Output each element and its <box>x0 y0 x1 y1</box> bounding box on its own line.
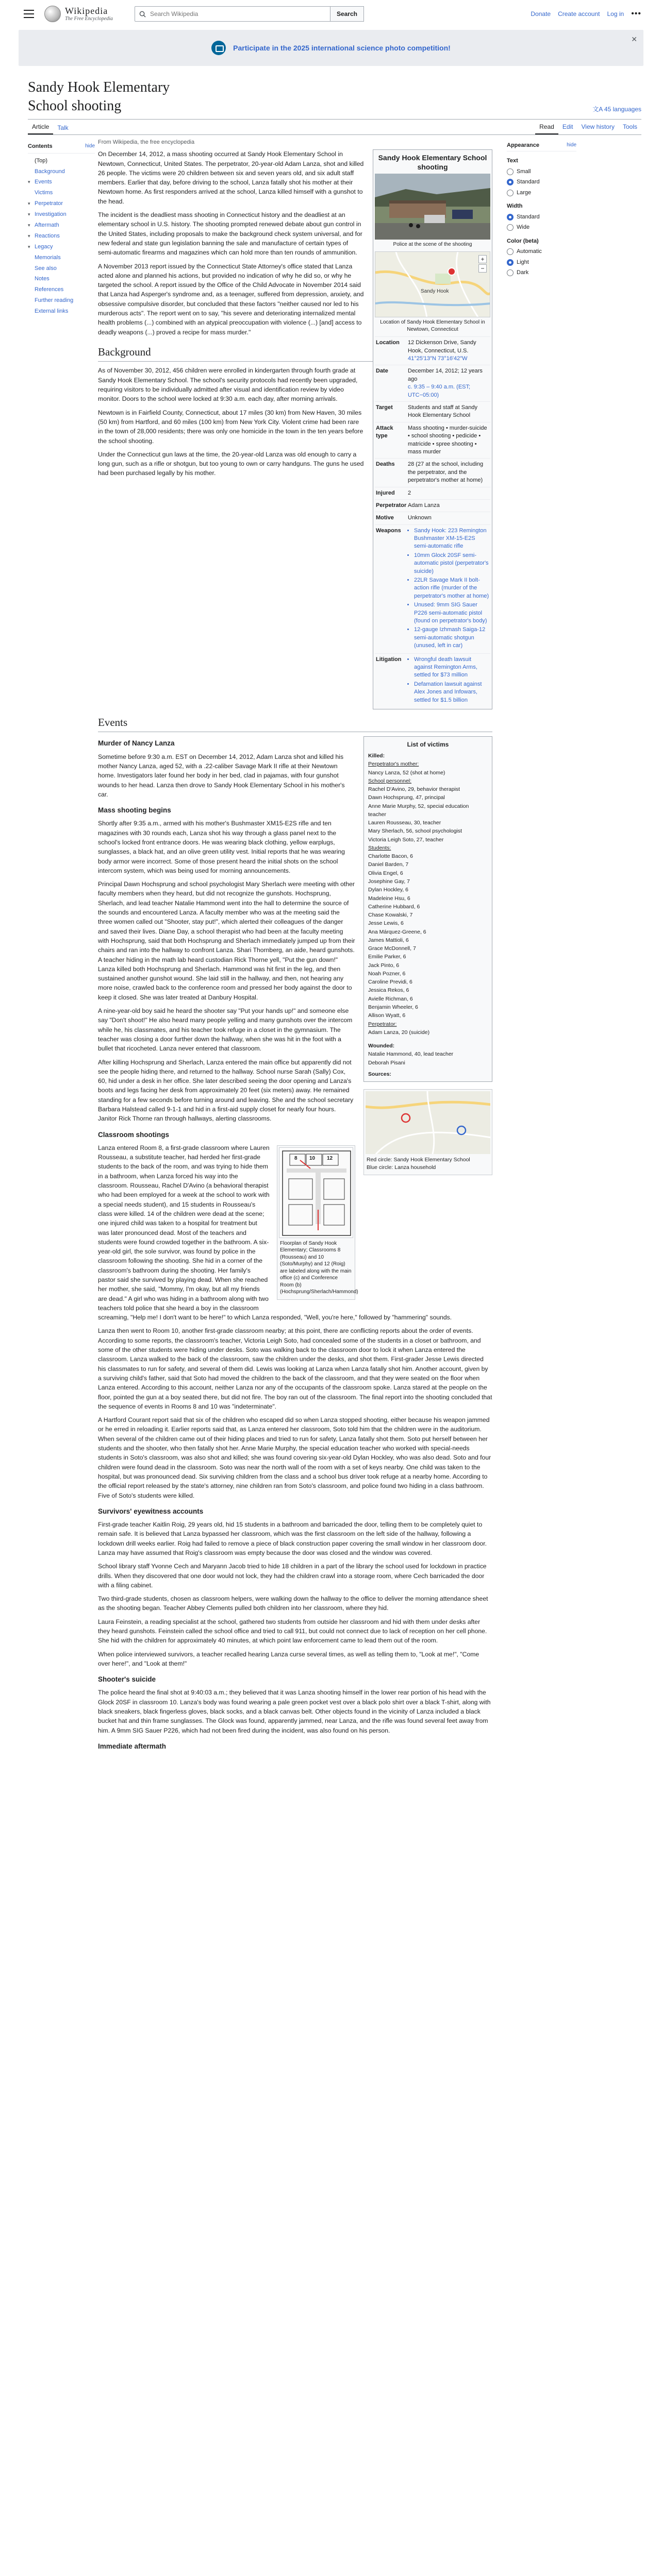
infobox-value: December 14, 2012; 12 years ago <box>408 368 483 382</box>
infobox-label: Litigation <box>376 656 402 663</box>
location-map-caption: Location of Sandy Hook Elementary School in Newtown, Connecticut <box>380 319 485 333</box>
radio-button-icon[interactable] <box>507 259 514 266</box>
map-zoom-out-icon[interactable]: − <box>478 264 487 273</box>
search-button[interactable]: Search <box>330 6 364 22</box>
chevron-down-icon[interactable]: ▾ <box>28 179 30 185</box>
victim-name: Daniel Barden, 7 <box>368 861 409 868</box>
toc-item[interactable] <box>28 284 95 295</box>
floorplan-room-label: 12 <box>327 1155 333 1161</box>
color-option[interactable] <box>507 258 576 267</box>
radio-button-icon[interactable] <box>507 190 514 196</box>
radio-button-icon[interactable] <box>507 214 514 221</box>
victim-name: Josephine Gay, 7 <box>368 878 410 885</box>
map-town-label: Sandy Hook <box>421 289 449 295</box>
toc-item-label: Perpetrator <box>35 200 63 207</box>
banner-close-icon[interactable]: ✕ <box>631 35 637 43</box>
weapon-item[interactable]: • 22LR Savage Mark II bolt-action rifle (murder of the perpetrator's mother at home) <box>414 577 489 600</box>
width-option[interactable] <box>507 223 576 232</box>
intro-paragraph: On December 14, 2012, a mass shooting occurred at Sandy Hook Elementary School in Newtown, Connecticut, United States. The perpetrator, 20-year-old Adam Lanza, shot and killed 26 people. The victims were 20 children between six and seven years old, and six adult staff members. Earlier that day, before driving to the school, Lanza fatally shot his mother at their Newtown home. As first responders arrived at the school, Lanza killed himself with a gunshot to the head. <box>98 150 364 205</box>
text-size-option-label: Large <box>517 189 532 196</box>
infobox-row <box>375 365 490 401</box>
donate-link[interactable]: Donate <box>531 10 551 18</box>
color-option-label: Dark <box>517 269 529 276</box>
toc-item-label: Victims <box>35 190 53 196</box>
victim-name: Madeleine Hsu, 6 <box>368 895 410 902</box>
toc-item[interactable] <box>28 166 95 177</box>
toc-title: Contents <box>28 143 53 149</box>
location-map[interactable] <box>375 251 490 317</box>
victim-name: James Mattioli, 6 <box>368 937 409 943</box>
search-input[interactable] <box>149 10 326 18</box>
events-paragraph: Principal Dawn Hochsprung and school psychologist Mary Sherlach were meeting with other faculty members when they heard, but did not recognize the gunshots. Hochsprung, Sherlach, and lead teacher Natalie Hammond went into the hall to determine the source of the sounds and encountered Lanza. A faculty member who was at the meeting said the three women called out "Shooter, stay put!", which alerted their colleagues of the danger and saved their lives. Diane Day, a school therapist who had been at the faculty meeting with Hochsprung, said that both Hochsprung and Sherlach immediately jumped up from their chairs and ran into the hallway to confront Lanza. Shari Thornberg, an aide, heard gunshots. A teacher hiding in the math lab heard custodian Rick Thorne yell, "Put the gun down!" Lanza killed both Hochsprung and Sherlach. Hammond was hit first in the leg, and then sustained another gunshot wound. She laid still in the hallway, and then, not hearing any more noise, crawled back to the conference room and pressed her body against the door to keep it closed. She was later treated at Danbury Hospital. <box>98 880 355 1001</box>
toc-item[interactable] <box>28 306 95 317</box>
infobox-value-wrap <box>408 514 489 522</box>
background-paragraph: Newtown is in Fairfield County, Connecticut, about 17 miles (30 km) from New Haven, 30 miles (50 km) from Hartford, and 60 miles (100 km) from New York City. Violent crime had been rare in the town of 28,000 residents; there was only one homicide in the town in the ten years before the school shooting. <box>98 409 363 445</box>
events-paragraph: First-grade teacher Kaitlin Roig, 29 years old, hid 15 students in a bathroom and barricaded the door, telling them to be completely quiet to remain safe. It is believed that Lanza bypassed her classroom, which was the first classroom on the left side of the hallway, following a lockdown drill weeks earlier. Roig had failed to remove a piece of black construction paper covering the small window in her classroom door. Lanza may have assumed that Roig's classroom was empty because the door was closed and the window was covered. <box>98 1521 487 1556</box>
toc-item-label: See also <box>35 265 57 272</box>
infobox-row <box>375 512 490 524</box>
victims-subhead: Students: <box>368 844 391 851</box>
toc-item[interactable] <box>28 263 95 274</box>
map-zoom-in-icon[interactable]: + <box>478 255 487 263</box>
subsection-heading-murder: Murder of Nancy Lanza <box>98 739 175 748</box>
infobox-value-wrap <box>408 489 489 497</box>
search-icon <box>139 11 146 18</box>
infobox-value: Adam Lanza <box>408 502 440 509</box>
subsection-heading-survivors: Survivors' eyewitness accounts <box>98 1507 204 1515</box>
width-option-label: Wide <box>517 224 530 231</box>
toc-item-label: Aftermath <box>35 222 59 229</box>
victim-name: Victoria Leigh Soto, 27, teacher <box>368 836 444 843</box>
appearance-header <box>507 141 576 152</box>
infobox-label: Location <box>376 340 400 346</box>
scene-photo[interactable] <box>375 174 490 240</box>
floorplan-figure <box>277 1145 358 1300</box>
victim-name: Lauren Rousseau, 30, teacher <box>368 820 441 826</box>
victim-name: Allison Wyatt, 6 <box>368 1012 406 1019</box>
floorplan[interactable] <box>279 1147 353 1238</box>
infobox-row-weapons <box>375 524 490 653</box>
victim-name: Anne Marie Murphy, 52, special education teacher <box>368 803 469 818</box>
chevron-down-icon[interactable]: ▾ <box>28 244 30 249</box>
infobox-value: 28 (27 at the school, including the perpetrator, and the perpetrator's mother at home) <box>408 461 484 484</box>
user-links <box>531 8 641 20</box>
area-map-image <box>366 1091 490 1154</box>
victim-name: Noah Pozner, 6 <box>368 970 406 977</box>
tab-article[interactable]: Article <box>28 119 53 134</box>
infobox-row <box>375 336 490 365</box>
victim-name: Jessica Rekos, 6 <box>368 987 409 994</box>
infobox <box>373 149 492 709</box>
appearance-title: Appearance <box>507 142 539 148</box>
radio-button-icon[interactable] <box>507 248 514 255</box>
infobox-value-extra[interactable]: 41°25′13″N 73°16′42″W <box>408 355 468 362</box>
victims-sources-label: Sources: <box>368 1071 391 1077</box>
camera-icon <box>211 41 226 55</box>
area-map-figure <box>363 1089 492 1175</box>
victim-name: Avielle Richman, 6 <box>368 995 413 1002</box>
weapon-item[interactable]: • Sandy Hook: 223 Remington Bushmaster XM-15-E2S semi-automatic rifle <box>414 527 489 551</box>
location-map-image <box>375 252 490 317</box>
toc-item-label: Background <box>35 168 65 175</box>
toc-item[interactable] <box>28 231 95 242</box>
infobox-value-wrap <box>408 404 489 420</box>
toc-item[interactable] <box>28 198 95 209</box>
weapon-item[interactable]: • Unused: 9mm SIG Sauer P226 semi-automatic pistol (found on perpetrator's body) <box>414 601 489 625</box>
toc-item[interactable] <box>28 274 95 284</box>
toc-item-label: Reactions <box>35 232 60 239</box>
victim-name: Adam Lanza, 20 (suicide) <box>368 1029 430 1036</box>
text-size-option[interactable] <box>507 189 576 197</box>
scene-photo-image <box>375 174 490 240</box>
toc-item-label: Memorials <box>35 254 61 261</box>
toc-item[interactable] <box>28 252 95 263</box>
toc-item-label: Legacy <box>35 243 53 250</box>
page-title-text: Sandy Hook Elementary School shooting <box>28 79 170 114</box>
floorplan-caption: Floorplan of Sandy Hook Elementary; Classrooms 8 (Rousseau) and 10 (Soto/Murphy) and 12 (Roig) are labeled along with the main office (c) and Conference Room (b) (Hochsprung/Sherlach/Hammond) <box>280 1240 358 1295</box>
toc-item[interactable] <box>28 209 95 220</box>
radio-button-icon[interactable] <box>507 224 514 231</box>
infobox-row <box>375 422 490 459</box>
width-option[interactable] <box>507 213 576 222</box>
infobox-label: Date <box>376 368 388 375</box>
toc-item-label: Notes <box>35 276 49 282</box>
infobox-value: 12 Dickenson Drive, Sandy Hook, Connecticut, U.S. <box>408 340 476 354</box>
background-paragraph: Under the Connecticut gun laws at the time, the 20-year-old Lanza was old enough to carry a long gun, such as a rifle or shotgun, but too young to own or carry handguns. The guns he used had been purchased legally by his mother. <box>98 450 364 477</box>
events-paragraph: Two third-grade students, chosen as classroom helpers, were walking down the hallway to the office to deliver the morning attendance sheet as the shooting began. Teacher Abbey Clements pulled both children into her classroom, where they hid. <box>98 1595 488 1612</box>
toc-item-label: Events <box>35 179 52 185</box>
color-option-label: Light <box>517 259 529 265</box>
infobox-value: Mass shooting • murder-suicide • school shooting • pedicide • matricide • spree shooting • mass murder <box>408 425 487 455</box>
toc-item[interactable] <box>28 242 95 252</box>
scene-photo-caption: Police at the scene of the shooting <box>393 242 472 248</box>
events-paragraph: A Hartford Courant report said that six of the children who escaped did so when Lanza stopped shooting, either because his weapon jammed or he erred in reloading it. Earlier reports said that, as Lanza entered her classroom, Soto told him that the children were in the auditorium. When several of the children came out of their hiding places and tried to run for safety, Lanza fatally shot them. Soto put herself between her students and the shooter, who then fatally shot her. Anne Marie Murphy, the special education teacher who worked with special-needs students in Soto's classroom, was also shot and killed; she was found covering six-year-old Dylan Hockley, who was also dead. Soto and four children were found dead in the classroom. Soto was near the north wall of the room with a set of keys nearby. One child was taken to the hospital, but was pronounced dead. Six surviving children from the class and a school bus driver took refuge at a nearby home. According to the official report released by the state's attorney, nine children ran from Soto's classroom, and police found two hiding in a class bathroom. Five of Soto's students were killed. <box>98 1416 491 1499</box>
toc-item[interactable] <box>28 188 95 198</box>
page-tabs <box>28 120 641 135</box>
wikipedia-logo[interactable] <box>44 6 113 22</box>
create-account-link[interactable]: Create account <box>558 10 600 18</box>
floorplan-image <box>279 1148 354 1239</box>
victims-list-title: List of victims <box>407 741 449 749</box>
infobox-value: 2 <box>408 489 411 496</box>
infobox-row <box>375 499 490 512</box>
infobox-value-wrap <box>408 339 489 363</box>
title-area <box>28 78 641 135</box>
infobox-row <box>375 458 490 486</box>
infobox-label: Weapons <box>376 527 401 534</box>
banner-link[interactable]: Participate in the 2025 international science photo competition! <box>233 43 451 52</box>
toc-hide-button[interactable]: hide <box>85 143 95 149</box>
victims-subhead: Perpetrator's mother: <box>368 761 419 768</box>
infobox-label: Deaths <box>376 461 395 468</box>
events-paragraph: Laura Feinstein, a reading specialist at the school, gathered two students from outside her classroom and hid with them under desks after they heard gunshots. Feinstein called the school office and tried to call 911, but could not connect due to lack of reception on her cell phone. She hid with the children for approximately 40 minutes, at which point law enforcement came to lead them out of the room. <box>98 1618 487 1645</box>
wikipedia-globe-icon <box>44 6 61 22</box>
weapon-item[interactable]: • 10mm Glock 20SF semi-automatic pistol (perpetrator's suicide) <box>414 552 489 575</box>
radio-button-icon[interactable] <box>507 269 514 276</box>
sitenotice-banner <box>19 30 643 66</box>
toc-item-label: References <box>35 286 64 293</box>
victim-name: Charlotte Bacon, 6 <box>368 853 413 860</box>
toc-item[interactable] <box>28 177 95 188</box>
victims-subhead: Perpetrator: <box>368 1021 397 1027</box>
victim-name: Catherine Hubbard, 6 <box>368 903 420 910</box>
infobox-title: Sandy Hook Elementary School shooting <box>378 154 487 171</box>
toc-item-label: Investigation <box>35 211 67 218</box>
litigation-item[interactable]: • Wrongful death lawsuit against Remington Arms, settled for $73 million <box>414 656 489 680</box>
area-map-caption-school: Red circle: Sandy Hook Elementary School <box>367 1157 470 1163</box>
table-of-contents <box>28 135 95 1755</box>
litigation-item[interactable]: • Defamation lawsuit against Alex Jones and Infowars, settled for $1.5 billion <box>414 681 489 704</box>
infobox-label: Attack type <box>376 425 393 439</box>
tab-view-history[interactable]: View history <box>581 123 615 130</box>
victims-list <box>363 736 492 1082</box>
victims-wounded-label: Wounded: <box>368 1043 395 1049</box>
main-menu-icon[interactable] <box>24 10 34 18</box>
infobox-label: Perpetrator <box>376 502 407 509</box>
victims-killed-label: Killed: <box>368 753 385 759</box>
text-size-label: Text <box>507 158 518 164</box>
tab-tools[interactable]: Tools <box>622 123 637 130</box>
toc-item-label: External links <box>35 308 69 315</box>
infobox-value-wrap <box>408 461 489 484</box>
victim-name: Ana Márquez-Greene, 6 <box>368 928 426 935</box>
events-paragraph: The police heard the final shot at 9:40:03 a.m.; they believed that it was Lanza shooting himself in the lower rear portion of his head with the Glock 20SF in classroom 10. Lanza's body was found wearing a pale green pocket vest over a black polo shirt over a black T-shirt, along with black sneakers, black fingerless gloves, black socks, and a black canvas belt. Other objects found in the vicinity of Lanza included a black bucket hat and thin frame sunglasses. The Glock was found, apparently jammed, near Lanza, and the rifle was found several feet away from him. A 9mm SIG Sauer P226, which had not been fired during the incident, was also found on his person. <box>98 1689 491 1734</box>
toc-header <box>28 141 95 154</box>
article-body <box>98 135 492 1755</box>
infobox-row-litigation <box>375 653 490 707</box>
events-paragraph: Shortly after 9:35 a.m., armed with his mother's Bushmaster XM15-E2S rifle and ten magazines with 30 rounds each, Lanza shot his way through a glass panel next to the school's locked front entrance doors. He was wearing black clothing, yellow earplugs, sunglasses, a black hat, and an olive green utility vest. Initial reports that he was wearing body armor were incorrect. Some of those present heard the initial shots on the school intercom system, which was being used for morning announcements. <box>98 820 345 874</box>
width-option-label: Standard <box>517 213 540 220</box>
victim-name: Benjamin Wheeler, 6 <box>368 1004 418 1010</box>
infobox-label: Motive <box>376 515 394 521</box>
text-size-option-label: Standard <box>517 179 540 185</box>
victim-name: Chase Kowalski, 7 <box>368 912 413 919</box>
text-size-option-label: Small <box>517 168 531 175</box>
infobox-value: Unknown <box>408 515 432 521</box>
appearance-hide-button[interactable]: hide <box>567 142 576 148</box>
intro-paragraph: The incident is the deadliest mass shooting in Connecticut history and the deadliest at an elementary school in U.S. history. The shooting prompted renewed debate about gun control in the United States, including proposals to make the background check system universal, and for new federal and state gun legislation banning the sale and manufacture of certain types of semi-automatic firearms and magazines which can hold more than ten rounds of ammunition. <box>98 211 362 257</box>
search-field[interactable] <box>135 6 330 22</box>
victim-name: Dylan Hockley, 6 <box>368 887 409 893</box>
intro-paragraph: A November 2013 report issued by the Connecticut State Attorney's office stated that Lanza acted alone and planned his actions, but provided no indication of why he did so, or why he targeted the school. A report issued by the Office of the Child Advocate in November 2014 said that Lanza had Asperger's syndrome and, as a teenager, suffered from depression, anxiety, and obsessive compulsive disorder, but concluded that these factors "neither caused nor led to his murderous acts". The report went on to say, "his severe and deteriorating internalized mental health problems (...) combined with an atypical preoccupation with violence (...) [and] access to deadly weapons (...) proved a recipe for mass murder." <box>98 262 364 336</box>
events-paragraph: Sometime before 9:30 a.m. EST on December 14, 2012, Adam Lanza shot and killed his mother Nancy Lanza, aged 52, with a .22-caliber Savage Mark II rifle at their Newtown home. Investigators later found her body in her bed, clad in pajamas, with four gunshot wounds to her head. Lanza then drove to Sandy Hook Elementary School in his mother's car. <box>98 753 345 798</box>
section-heading-background: Background <box>98 344 492 362</box>
victim-name: Jack Pinto, 6 <box>368 962 400 969</box>
victim-name: Mary Sherlach, 56, school psychologist <box>368 828 462 835</box>
tagline: The Free Encyclopedia <box>65 16 113 22</box>
radio-button-icon[interactable] <box>507 168 514 175</box>
victim-name: Caroline Previdi, 6 <box>368 979 412 986</box>
victim-name: Dawn Hochsprung, 47, principal <box>368 794 445 801</box>
tab-read[interactable]: Read <box>535 119 558 134</box>
victim-name: Jesse Lewis, 6 <box>368 920 404 927</box>
infobox-label: Target <box>376 404 393 411</box>
toc-item[interactable] <box>28 295 95 306</box>
text-size-option[interactable] <box>507 178 576 187</box>
subsection-heading-classroom: Classroom shootings <box>98 1130 170 1139</box>
page-layout <box>28 135 647 1755</box>
infobox-value-wrap <box>408 367 489 399</box>
floorplan-room-label: 8 <box>294 1155 297 1161</box>
chevron-down-icon[interactable]: ▾ <box>28 212 30 217</box>
chevron-down-icon[interactable]: ▾ <box>28 201 30 207</box>
toc-item[interactable] <box>28 156 95 166</box>
infobox-row <box>375 487 490 499</box>
victim-name: Rachel D'Avino, 29, behavior therapist <box>368 786 460 793</box>
victim-name: Nancy Lanza, 52 (shot at home) <box>368 769 445 776</box>
wounded-name: Deborah Pisani <box>368 1059 405 1066</box>
victim-name: Olivia Engel, 6 <box>368 870 403 876</box>
subsection-heading-suicide: Shooter's suicide <box>98 1675 156 1684</box>
appearance-panel <box>507 135 576 1755</box>
site-header <box>0 0 662 28</box>
wordmark: Wikipedia <box>65 5 108 16</box>
toc-item-label: (Top) <box>35 157 48 164</box>
events-paragraph: A nine-year-old boy said he heard the shooter say "Put your hands up!" and someone else say "Don't shoot!" He also heard many people yelling and many gunshots over the intercom while he, his classmates, and his teacher took refuge in a closet in the gymnasium. The teacher was closing a door further down the hallway, when she was hit in the foot with a bullet that ricocheted. Lanza never entered that classroom. <box>98 1007 353 1053</box>
victim-name: Grace McDonnell, 7 <box>368 945 416 952</box>
login-link[interactable]: Log in <box>607 10 624 18</box>
chevron-down-icon[interactable]: ▾ <box>28 233 30 239</box>
background-paragraph: As of November 30, 2012, 456 children were enrolled in kindergarten through fourth grade at Sandy Hook Elementary School. The school's security protocols had recently been upgraded, requiring visitors to be individually admitted after visual and identification review by video monitor. Doors to the school were locked at 9:30 a.m. each day, after morning arrivals. <box>98 367 358 403</box>
tab-talk[interactable]: Talk <box>57 124 69 131</box>
infobox-value: Students and staff at Sandy Hook Elementary School <box>408 404 477 419</box>
width-label: Width <box>507 203 523 210</box>
page-title <box>28 78 641 120</box>
language-button[interactable]: 文A 45 languages <box>592 106 641 113</box>
tab-edit[interactable]: Edit <box>562 123 573 130</box>
wounded-name: Natalie Hammond, 40, lead teacher <box>368 1051 454 1058</box>
infobox-value-extra[interactable]: c. 9:35 – 9:40 a.m. (EST; UTC−05:00) <box>408 384 471 398</box>
subsection-heading-mass-shooting: Mass shooting begins <box>98 806 171 815</box>
color-option-label: Automatic <box>517 248 542 255</box>
events-paragraph: When police interviewed survivors, a teacher recalled hearing Lanza curse several times, as well as telling them to, "Look at me!", "Come over here!", and "Look at them!" <box>98 1650 479 1667</box>
events-paragraph: Lanza then went to Room 10, another first-grade classroom nearby; at this point, there are conflicting reports about the order of events. According to some reports, the classroom's teacher, Victoria Leigh Soto, had concealed some of the students in a closet or bathroom, and some of the other students were hiding under desks. Soto was walking back to the classroom door to lock it when Lanza entered the classroom. Lanza walked to the back of the classroom, saw the children under the desks, and shot them. First-grader Jesse Lewis directed his classmates to run for safety, and several of them did. Lewis was looking at Lanza when Lanza fatally shot him. Another account, given by a surviving child's father, said that Soto had moved the children to the back of the classroom, and that they were seated on the floor when Lanza entered. According to this account, neither Lanza nor any of the occupants of the classroom spoke. Lanza stared at the people on the floor, pointed the gun at a boy seated there, but did not fire. The boy ran out of the classroom. The final report into the shooting concluded that the sequence of events in Rooms 8 and 10 was "indeterminate". <box>98 1327 492 1410</box>
floorplan-room-label: 10 <box>309 1155 316 1161</box>
weapon-item[interactable]: • 12-gauge Izhmash Saiga-12 semi-automatic shotgun (unused, left in car) <box>414 626 489 650</box>
infobox-row <box>375 401 490 422</box>
more-options-icon[interactable]: ••• <box>631 9 641 18</box>
text-size-option[interactable] <box>507 167 576 176</box>
events-paragraph: School library staff Yvonne Cech and Maryann Jacob tried to hide 18 children in a part of the library the school used for lockdown in practice drills. When they discovered that one door would not lock, they had the children crawl into a storage room, where Cech barricaded the door with a filing cabinet. <box>98 1563 487 1589</box>
victim-name: Emilie Parker, 6 <box>368 954 406 960</box>
color-option[interactable] <box>507 268 576 277</box>
color-option[interactable] <box>507 247 576 256</box>
infobox-value-wrap <box>408 502 489 510</box>
victims-subhead: School personnel: <box>368 777 412 784</box>
radio-button-icon[interactable] <box>507 179 514 185</box>
section-heading-events: Events <box>98 715 492 733</box>
site-subtitle: From Wikipedia, the free encyclopedia <box>98 139 195 145</box>
events-paragraph: After killing Hochsprung and Sherlach, Lanza entered the main office but apparently did not see the people hiding there, and returned to the hallway. School nurse Sarah (Sally) Cox, 60, hid under a desk in her office. She later described seeing the door opening and Lanza's boots and legs facing her desk from approximately 20 feet (six meters) away. He remained standing for a few seconds before turning around and leaving. She and the school secretary Barbara Halstead called 9-1-1 and hid in a first-aid supply closet for nearly four hours. Janitor Rick Thorne ran through hallways, alerting classrooms. <box>98 1058 354 1123</box>
toc-item-label: Further reading <box>35 297 74 304</box>
toc-item[interactable] <box>28 220 95 231</box>
search-form <box>135 6 364 22</box>
chevron-down-icon[interactable]: ▾ <box>28 222 30 228</box>
color-label: Color (beta) <box>507 238 539 244</box>
events-paragraph: Lanza entered Room 8, a first-grade classroom where Lauren Rousseau, a substitute teacher, had herded her first-grade students to the back of the room, and was trying to hide them in a bathroom, when Lanza forced his way into the classroom. Rousseau, Rachel D'Avino (a behavioral therapist who had been employed for a week at the school to work with a special needs student), and 15 students in Rousseau's class were killed. 14 of the children were dead at the scene; one injured child was taken to a hospital for treatment but was later pronounced dead. Most of the teachers and students were found crowded together in the bathroom. A six-year-old girl, the sole survivor, was found by police in the classroom following the shooting. She hid in a corner of the classroom's bathroom during the shooting. Her family's pastor said she survived by playing dead. When she reached her mother, she said, "Mommy, I'm okay, but all my friends are dead." A girl who was hiding in a bathroom along with two teachers told police that she heard a boy in the classroom screaming, "Help me! I don't want to be here!" to which Lanza responded, "Well, you're here," followed by "hammering" sounds. <box>98 1144 452 1321</box>
infobox-label: Injured <box>376 489 395 496</box>
subsection-heading-aftermath: Immediate aftermath <box>98 1742 167 1750</box>
infobox-value-wrap <box>408 425 489 456</box>
area-map-caption-home: Blue circle: Lanza household <box>367 1164 436 1171</box>
area-map[interactable] <box>366 1091 490 1154</box>
